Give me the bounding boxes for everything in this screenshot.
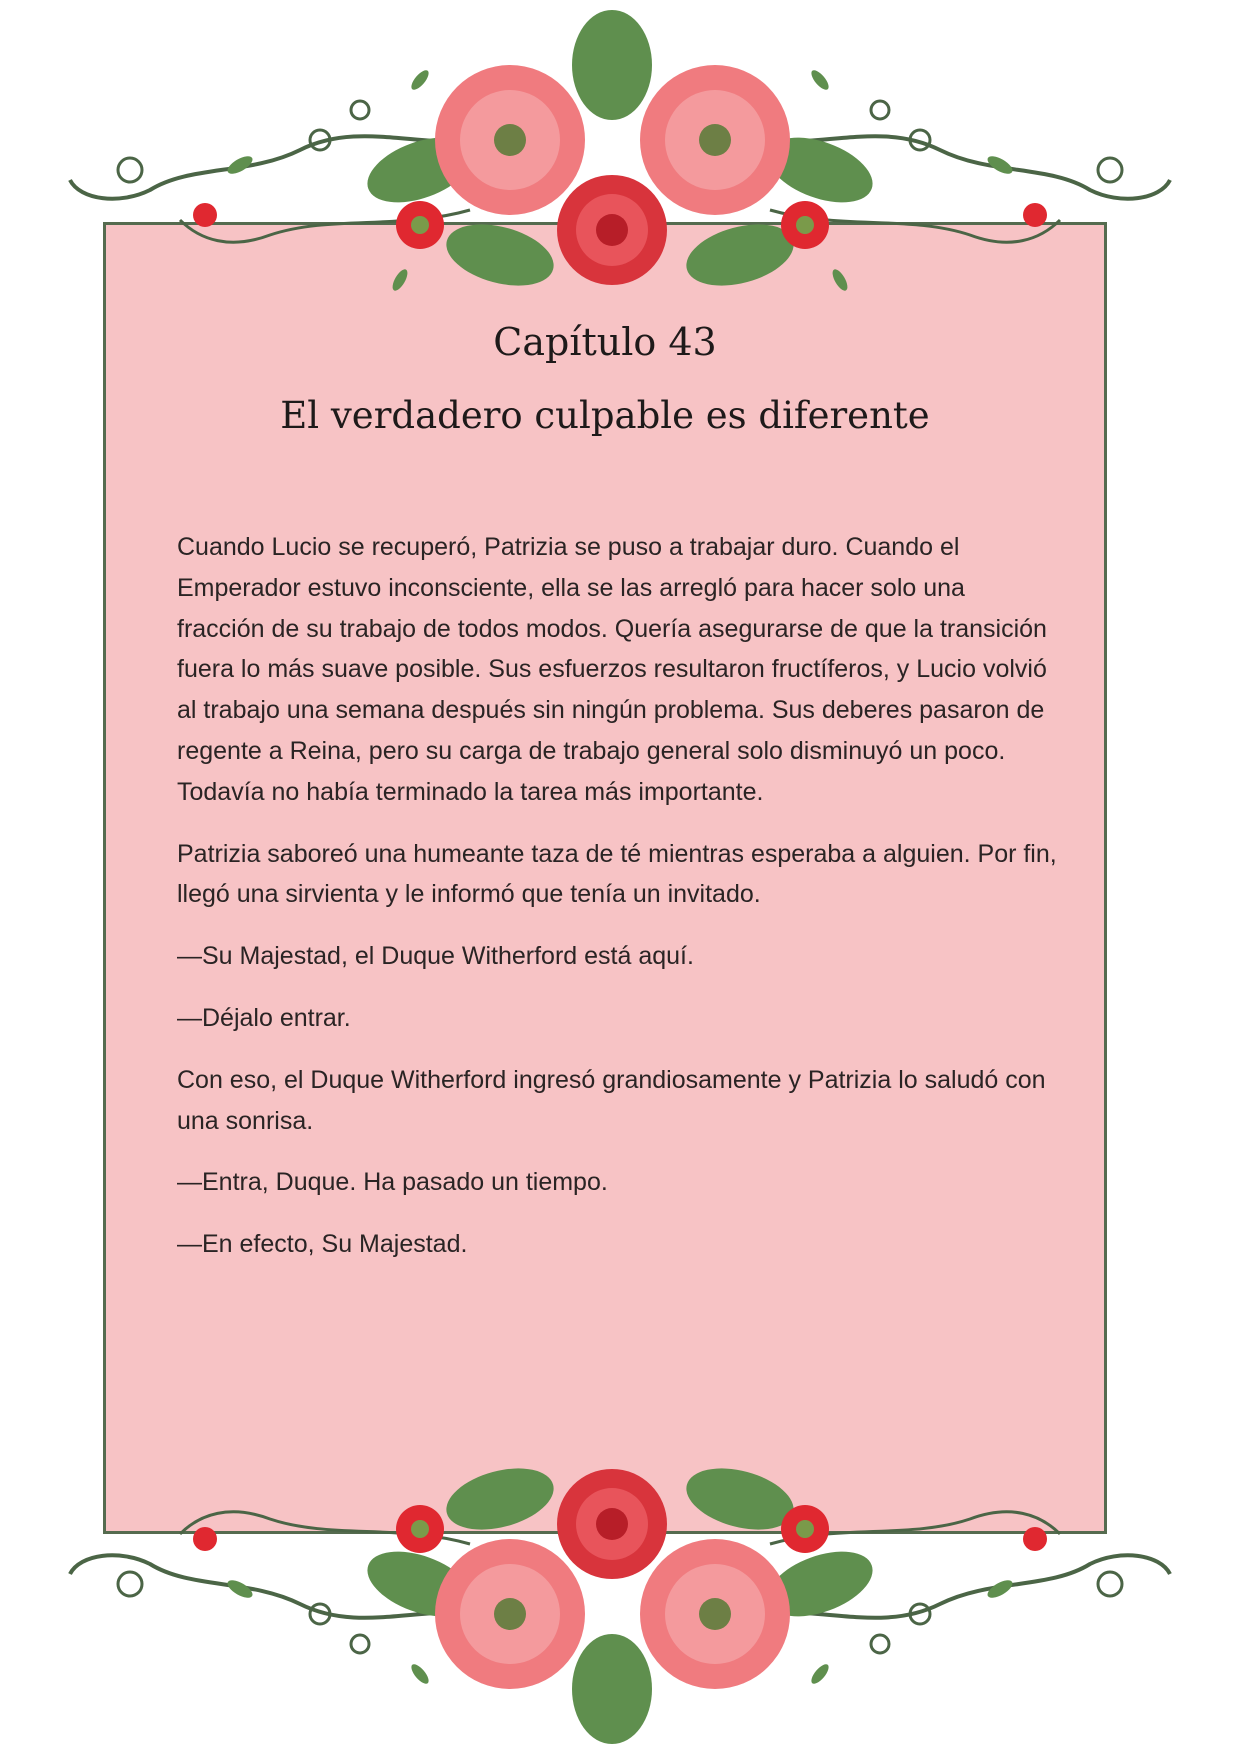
dialogue-line: —Déjalo entrar. — [177, 1003, 351, 1032]
paragraph: Cuando Lucio se recuperó, Patrizia se puso a trabajar duro. Cuando el Emperador estuvo inconsciente, ella se las arregló para hacer solo una fracción de su trabajo de todos modos. Quería asegurarse de que la transición fuera lo más suave posible. Sus esfuerzos resultaron fructíferos, y Lucio volvió al trabajo una semana después sin ningún problema. Sus deberes pasaron de regente a Reina, pero su carga de trabajo general solo disminuyó un poco. Todavía no había terminado la tarea más importante. — [177, 533, 1047, 806]
chapter-body — [177, 527, 1057, 1286]
paragraph: Con eso, el Duque Witherford ingresó grandiosamente y Patrizia lo saludó con una sonrisa. — [177, 1065, 1046, 1135]
chapter-subtitle: El verdadero culpable es diferente — [280, 394, 930, 437]
dialogue-line: —Entra, Duque. Ha pasado un tiempo. — [177, 1168, 608, 1197]
floral-ornament-top-icon — [0, 0, 1240, 340]
floral-ornament-bottom-icon — [0, 1410, 1240, 1754]
paragraph: Patrizia saboreó una humeante taza de té mientras esperaba a alguien. Por fin, llegó una sirvienta y le informó que tenía un invitado. — [177, 839, 1057, 909]
chapter-title: Capítulo 43 — [493, 320, 717, 364]
dialogue-line: —Su Majestad, el Duque Witherford está aquí. — [177, 942, 694, 971]
dialogue-line: —En efecto, Su Majestad. — [177, 1230, 468, 1259]
